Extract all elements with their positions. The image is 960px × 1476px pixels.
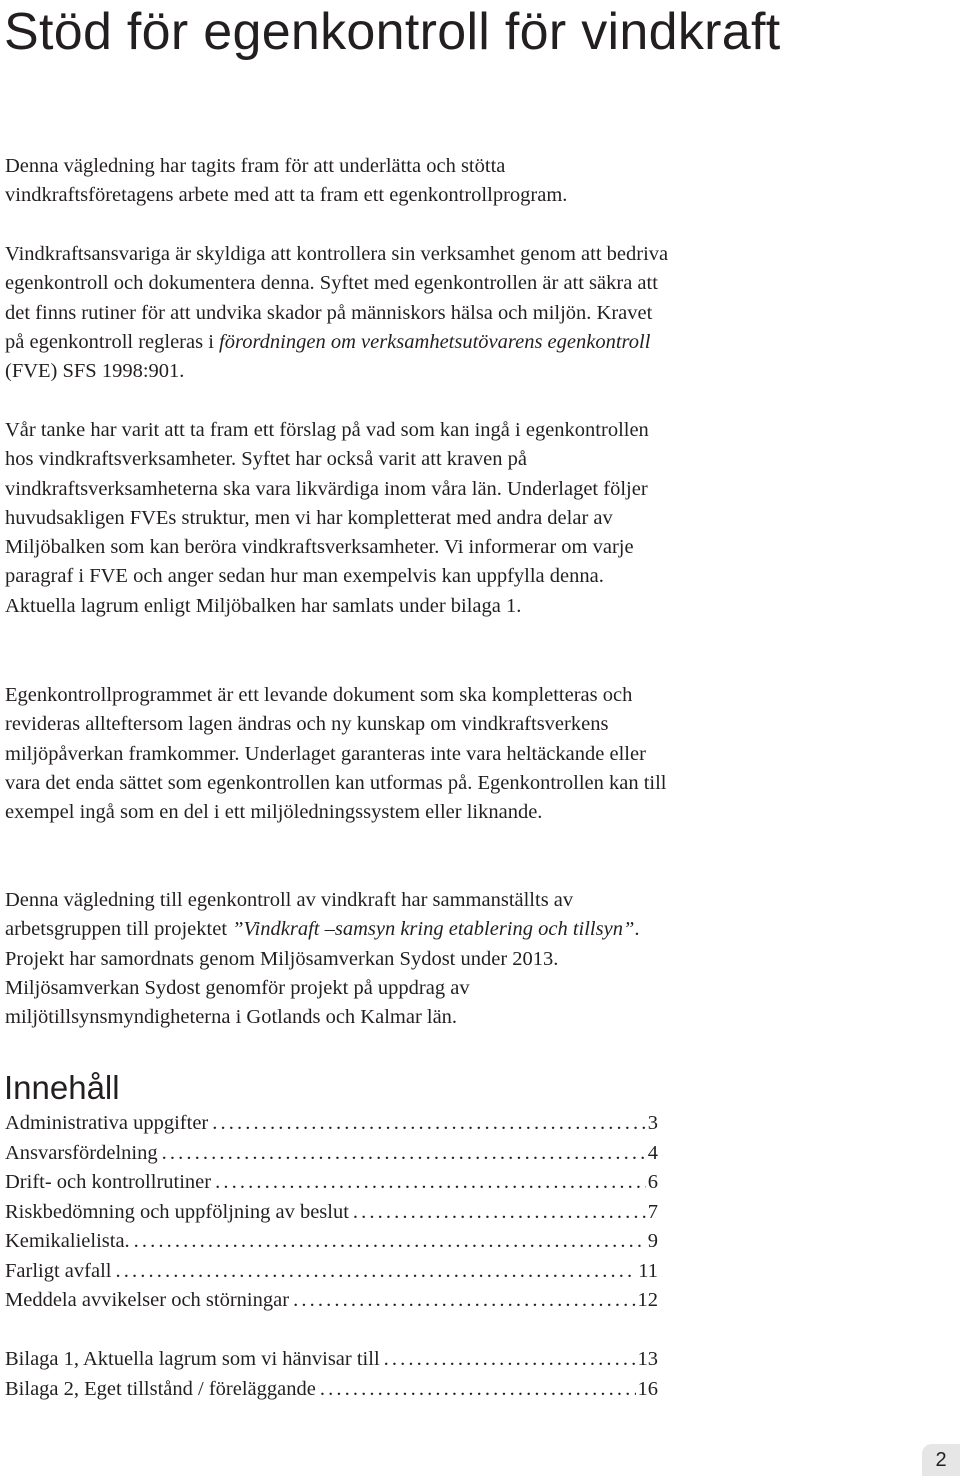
toc-leader-dots	[134, 1227, 646, 1257]
toc-entry[interactable]	[5, 1168, 658, 1198]
toc-entry-page: 16	[637, 1377, 658, 1400]
toc-leader-dots	[353, 1198, 646, 1228]
toc-entry[interactable]	[5, 1109, 658, 1139]
toc-entry-page: 3	[647, 1112, 658, 1134]
toc-entry-page: 4	[647, 1141, 658, 1164]
toc-entry-page: 6	[647, 1171, 658, 1193]
toc-leader-dots	[162, 1139, 646, 1169]
intro-paragraph: Denna vägledning har tagits fram för att underlätta och stötta vindkraftsföretagens arbete med att ta fram ett egenkontrollprogram.	[5, 155, 568, 207]
project-paragraph	[5, 886, 670, 1032]
project-name: ”Vindkraft –samsyn kring etablering och tillsyn”	[232, 918, 635, 941]
toc-entry-label: Ansvarsfördelning	[5, 1141, 158, 1164]
toc-leader-dots	[320, 1375, 636, 1405]
toc-leader-dots	[384, 1345, 636, 1375]
toc-entry-page: 11	[638, 1259, 658, 1282]
toc-heading: Innehåll	[4, 1069, 120, 1106]
obligation-paragraph	[5, 240, 670, 386]
page-title: Stöd för egenkontroll för vindkraft	[4, 3, 781, 61]
regulation-title: förordningen om verksamhetsutövarens egenkontroll	[219, 330, 651, 353]
toc-entry-label: Farligt avfall	[5, 1259, 112, 1282]
toc-entry-label: Bilaga 1, Aktuella lagrum som vi hänvisar till	[5, 1348, 380, 1370]
toc-leader-dots	[212, 1109, 646, 1139]
toc-entry[interactable]	[5, 1198, 658, 1228]
project-text-a: Denna vägledning till egenkontroll av vindkraft har sammanställts av arbetsgruppen till projektet	[5, 889, 574, 941]
toc-entry-label: Meddela avvikelser och störningar	[5, 1289, 290, 1311]
toc-entry-label: Bilaga 2, Eget tillstånd / föreläggande	[5, 1377, 316, 1400]
toc-appendix-list	[5, 1345, 658, 1404]
toc-appendix-entry[interactable]	[5, 1375, 658, 1405]
toc-entry[interactable]	[5, 1139, 658, 1169]
project-text-b: . Projekt har samordnats genom Miljösamverkan Sydost under 2013. Miljösamverkan Sydost genomför projekt på uppdrag av miljötillsynsmyndigheterna i Gotlands och Kalmar län.	[5, 918, 640, 1029]
toc-leader-dots	[215, 1168, 646, 1198]
toc-entry[interactable]	[5, 1257, 658, 1287]
toc-appendix-entry[interactable]	[5, 1345, 658, 1375]
living-document-paragraph: Egenkontrollprogrammet är ett levande dokument som ska kompletteras och revideras allteftersom lagen ändras och ny kunskap om vindkraftsverkens miljöpåverkan framkommer. Underlaget garanteras inte vara heltäckande eller vara det enda sättet som egenkontrollen kan utformas på. Egenkontrollen kan till exempel ingå som en del i ett miljöledningssystem eller liknande.	[5, 684, 667, 824]
toc-entry[interactable]	[5, 1286, 658, 1316]
toc-entry-page: 12	[637, 1289, 658, 1311]
toc-entry-page: 9	[647, 1230, 658, 1252]
toc-entry-label: Administrativa uppgifter	[5, 1112, 209, 1134]
toc-entry-label: Drift- och kontrollrutiner	[5, 1171, 212, 1193]
toc-leader-dots	[293, 1286, 635, 1316]
obligation-text-a: Vindkraftsansvariga är skyldiga att kontrollera sin verksamhet genom att bedriva egenkontroll och dokumentera denna. Syftet med egenkontrollen är att säkra att det finns rutiner för att undvika skador på människors hälsa och miljön. Kravet på egenkontroll regleras i	[5, 243, 669, 353]
toc-entry[interactable]	[5, 1227, 658, 1257]
toc-main-list	[5, 1109, 658, 1316]
obligation-text-b: (FVE) SFS 1998:901.	[5, 360, 185, 383]
toc-leader-dots	[115, 1257, 636, 1287]
toc-entry-label: Riskbedömning och uppföljning av beslut	[5, 1200, 349, 1223]
page-number-badge: 2	[922, 1444, 960, 1476]
purpose-paragraph: Vår tanke har varit att ta fram ett förslag på vad som kan ingå i egenkontrollen hos vindkraftsverksamheter. Syftet har också varit att kraven på vindkraftsverksamheterna ska vara likvärdiga inom våra län. Underlaget följer huvudsakligen FVEs struktur, men vi har kompletterat med andra delar av Miljöbalken som kan beröra vindkraftsverksamheter. Vi informerar om varje paragraf i FVE och anger sedan hur man exempelvis kan uppfylla denna. Aktuella lagrum enligt Miljöbalken har samlats under bilaga 1.	[5, 419, 649, 617]
toc-entry-page: 13	[637, 1348, 658, 1370]
toc-entry-label: Kemikalielista.	[5, 1230, 130, 1252]
toc-entry-page: 7	[647, 1200, 658, 1223]
